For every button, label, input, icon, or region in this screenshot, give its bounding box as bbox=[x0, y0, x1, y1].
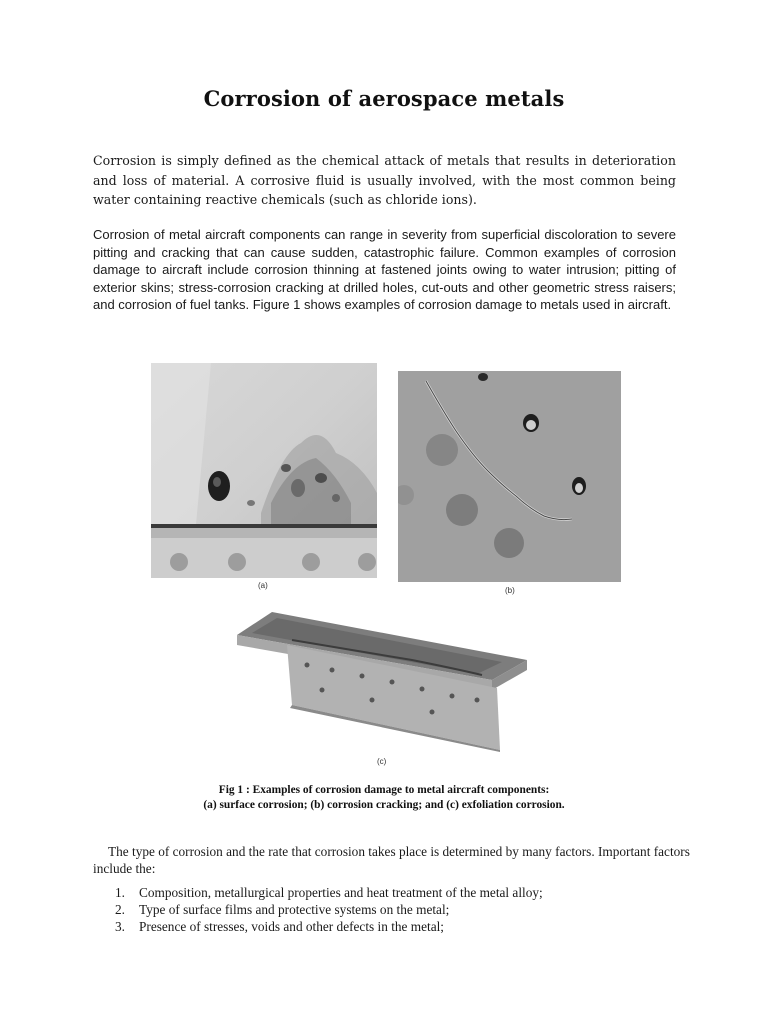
figure-image-corrosion-cracking bbox=[398, 371, 621, 582]
list-item-number: 2. bbox=[115, 902, 125, 917]
figure-label-b: (b) bbox=[505, 586, 515, 595]
figure-image-surface-corrosion bbox=[151, 363, 377, 578]
list-item-text: Type of surface films and protective systems on the metal; bbox=[139, 902, 450, 917]
paragraph-examples: Corrosion of metal aircraft components can range in severity from superficial discoloration to severe pitting and cracking that can cause sudden, catastrophic failure. Common examples of corrosion damage to aircraft include corrosion thinning at fastened joints owing to water intrusion; pitting of exterior skins; stress-corrosion cracking at drilled holes, cut-outs and other geometric stress raisers; and corrosion of fuel tanks. Figure 1 shows examples of corrosion damage to metals used in aircraft. bbox=[93, 227, 676, 313]
figure-image-exfoliation-corrosion bbox=[232, 600, 532, 752]
factors-list bbox=[93, 884, 693, 935]
page-title: Corrosion of aerospace metals bbox=[203, 86, 565, 111]
figure-caption-line-2: (a) surface corrosion; (b) corrosion cracking; and (c) exfoliation corrosion. bbox=[203, 799, 565, 811]
list-item bbox=[93, 884, 693, 901]
list-item bbox=[93, 918, 693, 935]
list-item-text: Presence of stresses, voids and other defects in the metal; bbox=[139, 919, 444, 934]
list-item bbox=[93, 901, 693, 918]
list-item-number: 1. bbox=[115, 885, 125, 900]
figure-label-a: (a) bbox=[258, 581, 268, 590]
factors-intro-text: The type of corrosion and the rate that corrosion takes place is determined by many factors. Important factors include the: bbox=[93, 844, 690, 876]
figure-caption-line-1: Fig 1 : Examples of corrosion damage to metal aircraft components: bbox=[218, 784, 550, 796]
list-item-number: 3. bbox=[115, 919, 125, 934]
figure-label-c: (c) bbox=[377, 757, 387, 766]
list-item-text: Composition, metallurgical properties and heat treatment of the metal alloy; bbox=[139, 885, 543, 900]
paragraph-definition: Corrosion is simply defined as the chemical attack of metals that results in deterioration and loss of material. A corrosive fluid is usually involved, with the most common being water containing reactive chemicals (such as chloride ions). bbox=[93, 153, 676, 207]
factors-intro bbox=[93, 843, 693, 877]
